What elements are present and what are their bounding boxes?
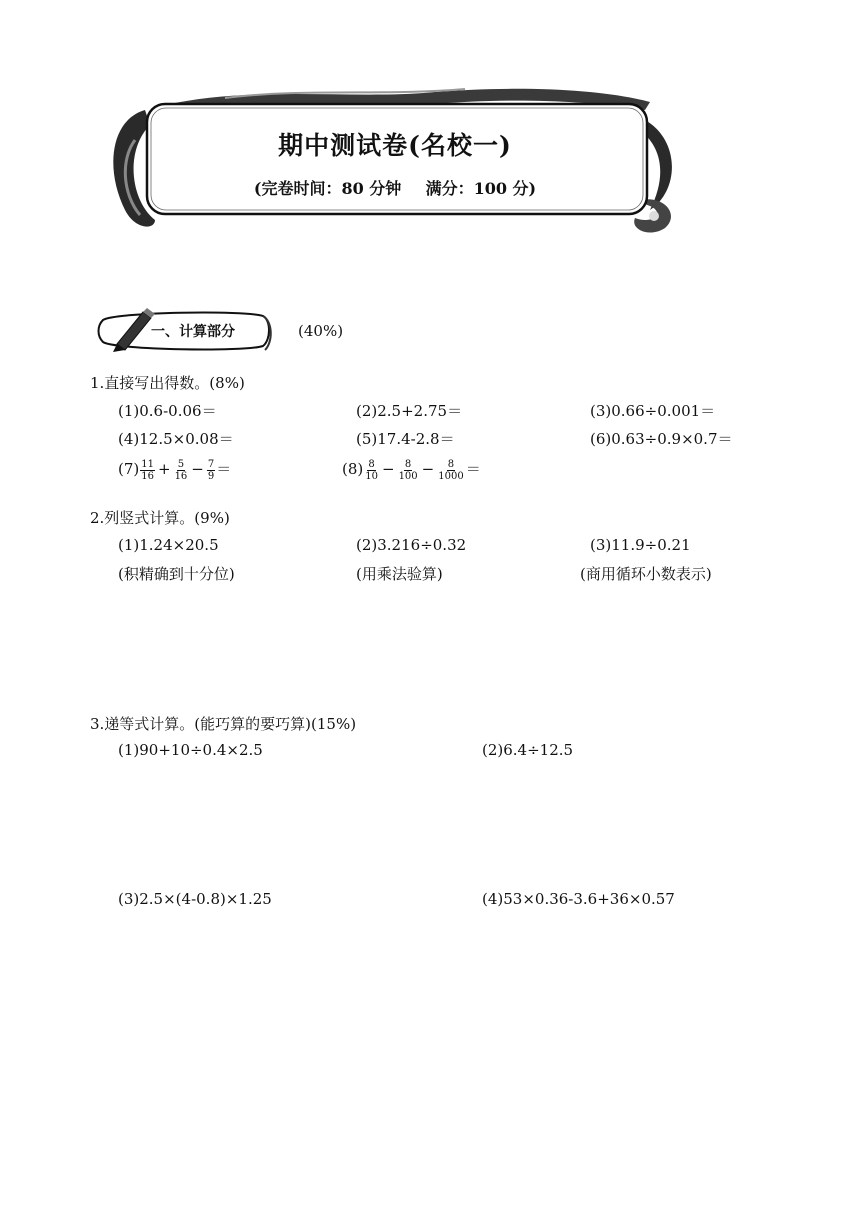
q2-item-1-note: (积精确到十分位) xyxy=(118,565,235,583)
fraction: $\frac{8}{10}$ xyxy=(365,458,378,482)
q3-item-2: (2)6.4÷12.5 xyxy=(482,741,574,759)
q3-item-1: (1)90+10÷0.4×2.5 xyxy=(118,741,263,759)
q1-item-8: (8) $\frac{8}{10}$ − $\frac{8}{100}$ − $\frac{8}{1000}$ ＝ xyxy=(342,458,481,482)
fraction: $\frac{7}{9}$ xyxy=(207,458,215,482)
fraction: $\frac{11}{16}$ xyxy=(141,458,154,482)
q1-item-3: (3)0.66÷0.001＝ xyxy=(590,402,716,420)
fraction: $\frac{8}{1000}$ xyxy=(438,458,464,482)
exam-subtitle xyxy=(105,176,685,199)
q1-item-6: (6)0.63÷0.9×0.7＝ xyxy=(590,430,733,448)
exam-title: 期中测试卷(名校一) xyxy=(278,131,512,160)
q1-item-5: (5)17.4-2.8＝ xyxy=(356,430,455,448)
q3-item-3: (3)2.5×(4-0.8)×1.25 xyxy=(118,890,272,908)
exam-full-score: 满分：100 分) xyxy=(425,179,537,198)
exam-time: (完卷时间：80 分钟 xyxy=(253,179,402,198)
q1-heading: 1.直接写出得数。(8%) xyxy=(90,374,245,392)
q2-item-1-expr: (1)1.24×20.5 xyxy=(118,536,219,554)
q1-item-1: (1)0.6-0.06＝ xyxy=(118,402,217,420)
q3-item-4: (4)53×0.36-3.6+36×0.57 xyxy=(482,890,675,908)
q1-item-2: (2)2.5+2.75＝ xyxy=(356,402,463,420)
q2-item-3-expr: (3)11.9÷0.21 xyxy=(590,536,691,554)
section-tag xyxy=(95,306,275,354)
q2-item-2-expr: (2)3.216÷0.32 xyxy=(356,536,467,554)
q1-item-4: (4)12.5×0.08＝ xyxy=(118,430,234,448)
q2-item-3-note: (商用循环小数表示) xyxy=(580,565,712,583)
q2-heading: 2.列竖式计算。(9%) xyxy=(90,509,230,527)
q1-item-8-label: (8) xyxy=(342,460,364,478)
fraction: $\frac{5}{16}$ xyxy=(174,458,188,482)
fraction: $\frac{8}{100}$ xyxy=(398,458,418,482)
section-percent: (40%) xyxy=(298,322,344,340)
q1-item-7-label: (7) xyxy=(118,460,140,478)
q2-item-2-note: (用乘法验算) xyxy=(356,565,443,583)
q3-heading: 3.递等式计算。(能巧算的要巧算)(15%) xyxy=(90,715,357,733)
section-title: 一、计算部分 xyxy=(151,324,235,340)
q1-item-7: (7) $\frac{11}{16}$ + $\frac{5}{16}$ − $\frac{7}{9}$ ＝ xyxy=(118,458,232,482)
title-banner xyxy=(105,80,685,240)
